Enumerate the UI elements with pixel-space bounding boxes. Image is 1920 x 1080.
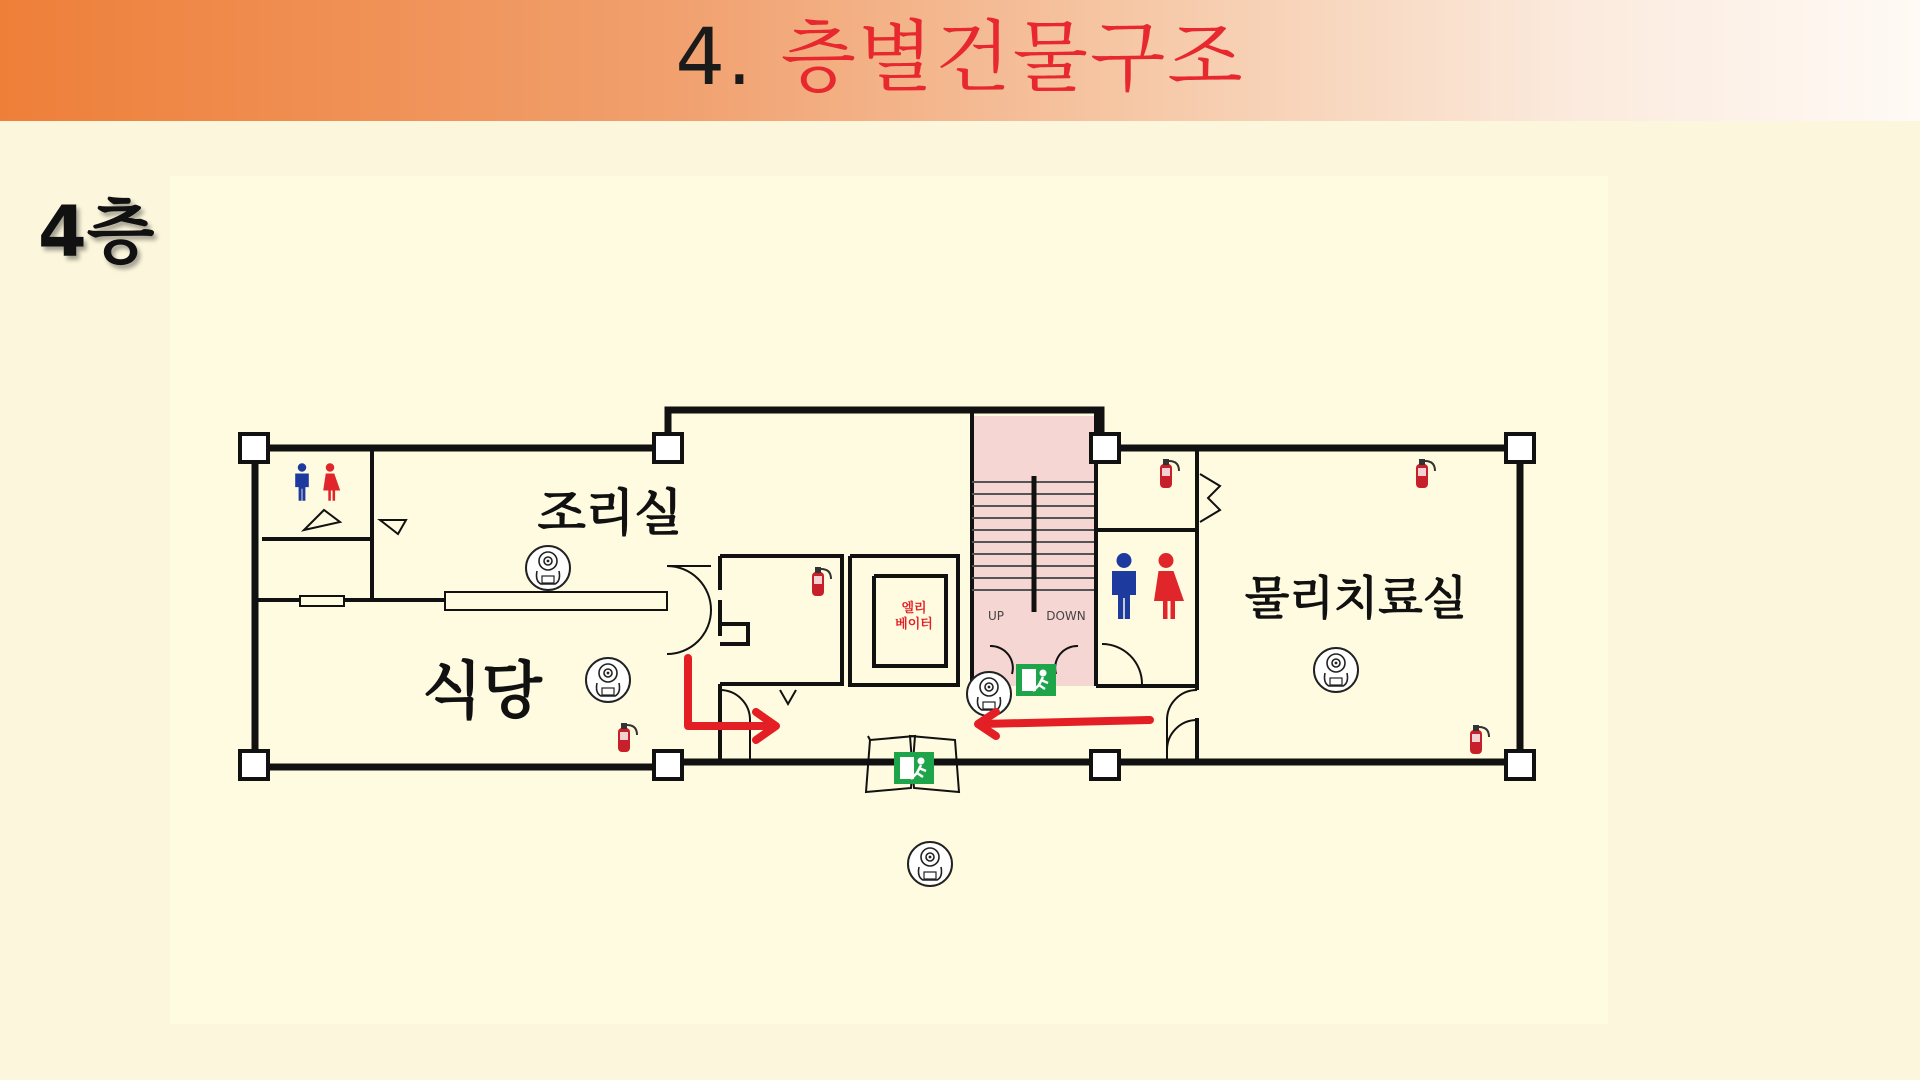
fire-extinguisher-icon: [618, 723, 637, 752]
fire-extinguisher-icon: [812, 567, 831, 596]
restroom-icon: [295, 463, 340, 500]
stairs-down-label: DOWN: [1046, 609, 1086, 623]
fire-extinguisher-icon: [1160, 459, 1179, 488]
cctv-camera-icon: [908, 842, 952, 886]
elevator-label-1: 엘리: [901, 601, 927, 616]
restroom-icon: [1112, 553, 1184, 619]
cctv-camera-icon: [1314, 648, 1358, 692]
emergency-exit-icon: [894, 752, 934, 784]
cctv-camera-icon: [967, 672, 1011, 716]
fire-extinguisher-icon: [1470, 725, 1489, 754]
elevator-label-2: 베이터: [895, 617, 933, 632]
small-window: [300, 596, 344, 606]
room-label-kitchen: 조리실: [537, 484, 683, 542]
counter-window: [445, 592, 667, 610]
room-label-physio: 물리치료실: [1244, 571, 1468, 625]
cctv-camera-icon: [586, 658, 630, 702]
title-text: 층별건물구조: [780, 13, 1245, 103]
room-label-restaurant: 식당: [422, 654, 542, 727]
title-number: 4.: [675, 13, 754, 103]
evacuation-arrow-right: [978, 712, 1150, 736]
fire-extinguisher-icon: [1416, 459, 1435, 488]
evacuation-arrow-left: [688, 658, 776, 740]
cctv-camera-icon: [526, 546, 570, 590]
emergency-exit-icon: [1016, 664, 1056, 696]
floor-label: 4층: [38, 191, 155, 273]
stairs-up-label: UP: [987, 609, 1005, 623]
